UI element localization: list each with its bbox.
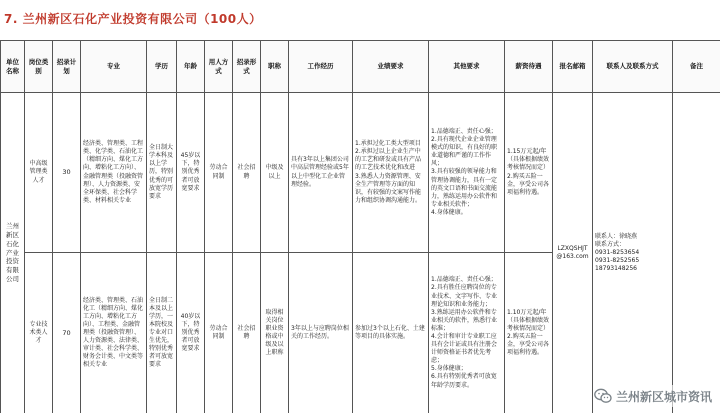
other-cell: 1.品德端正、责任心强； 2.具有现代企业企业管理模式的知识，有良好的职业道德和严谨的工作作风； 3.具有较强的领导能力和管理协调能力，具有一定的英文口语和书面交流能力，熟练运用办公软件和专业相关软件； 4.身体健康。	[429, 93, 505, 253]
employment-cell: 劳动合同制	[205, 253, 233, 413]
age-cell: 45岁以下，特别优秀者可放宽要求	[177, 93, 205, 253]
unit-name-cell: 兰州新区石化产业投资有限公司	[1, 93, 25, 413]
employment-cell: 劳动合同制	[205, 93, 233, 253]
experience-cell: 3年以上与应聘岗位相关的工作经历。	[289, 253, 353, 413]
major-cell: 经济类、管理类、工程类、化学类、石油化工（精细方向、煤化工方向、增粘化工方向）、金融管理类（投融资管理）、人力资源类、安全环保类、社会科学类、材料相关专业	[81, 93, 147, 253]
email-cell[interactable]: LZXQSHJT@163.com	[553, 93, 593, 413]
header-performance: 业绩要求	[353, 41, 429, 93]
header-email: 报名邮箱	[553, 41, 593, 93]
category-cell: 中高级管理类人才	[25, 93, 53, 253]
title-cell: 取得相关岗位职业资格或中级及以上职称	[261, 253, 289, 413]
plan-cell: 30	[53, 93, 81, 253]
table-header-row	[1, 41, 720, 93]
education-cell: 全日制二本及以上学历，一本院校及专业对口生优先，特别优秀者可放宽要求	[147, 253, 177, 413]
experience-cell: 具有3年以上集团公司中高层管理经验或5年以上中型化工企业管理经验。	[289, 93, 353, 253]
header-contact: 联系人及联系方式	[593, 41, 673, 93]
watermark	[594, 385, 712, 407]
header-other: 其他要求	[429, 41, 505, 93]
remark-cell	[673, 93, 720, 413]
title-cell: 中级及以上	[261, 93, 289, 253]
plan-cell: 70	[53, 253, 81, 413]
wechat-icon	[594, 388, 612, 404]
performance-cell: 1.承担过化工类大型项目 2.承担过以上企业生产中的工艺和研发或具有产品的工艺技术优化和改进 3.熟悉人力资源管理、安全生产管理等方面的知识，有较强的文案写作能力和组织协调沟通能力。	[353, 93, 429, 253]
header-employment: 用人方式	[205, 41, 233, 93]
header-major: 专业	[81, 41, 147, 93]
category-cell: 专业技术类人才	[25, 253, 53, 413]
header-education: 学历	[147, 41, 177, 93]
other-cell: 1.品德端正、责任心强； 2.具有胜任应聘岗位的专业技术、文字写作、专业理论知识和业务能力； 3.熟练运用办公软件和专业相关的软件，熟悉行业标准； 4.会计和审计专业职工应具有会计证或具有注册会计师资格证书者优先考虑； 5.身体健康； 6.具有特别优秀者可放宽年龄学历要求。	[429, 253, 505, 413]
contact-cell: 联系人：徐晓燕 联系方式： 0931-8253654 0931-8252565 18793148256	[593, 93, 673, 413]
watermark-text: 兰州新区城市资讯	[615, 389, 712, 404]
header-remark: 备注	[673, 41, 720, 93]
salary-cell: 1.10万元起/年（具体根据绩效考核情况而定） 2.购买五险一金，享受公司各项福利待遇。	[505, 253, 553, 413]
salary-cell: 1.15万元起/年（具体根据绩效考核情况而定） 2.购买五险一金，享受公司各项福利待遇。	[505, 93, 553, 253]
header-plan: 招录计划	[53, 41, 81, 93]
performance-cell: 参加过3个以上石化、土建等项目的具体实施。	[353, 253, 429, 413]
header-experience: 工作经历	[289, 41, 353, 93]
major-cell: 经济类、管理类、石油化工（精细方向、煤化工方向、增粘化工方向）、工程类、金融管理类（投融资管理）、人力资源类、法律类、审计类、社会科学类、财务会计类、中文类等相关专业	[81, 253, 147, 413]
header-salary: 薪资待遇	[505, 41, 553, 93]
recruitment-table	[0, 40, 720, 413]
age-cell: 40岁以下，特别优秀者可放宽要求	[177, 253, 205, 413]
recruit-cell: 社会招聘	[233, 253, 261, 413]
page-title: 7. 兰州新区石化产业投资有限公司（100人）	[4, 12, 262, 26]
header-age: 年龄	[177, 41, 205, 93]
education-cell: 全日制大学本科及以上学历，特别优秀的可放宽学历要求	[147, 93, 177, 253]
header-category: 岗位类别	[25, 41, 53, 93]
header-recruit: 招录形式	[233, 41, 261, 93]
header-unit: 单位名称	[1, 41, 25, 93]
table-row	[1, 93, 720, 253]
recruit-cell: 社会招聘	[233, 93, 261, 253]
header-title: 职称	[261, 41, 289, 93]
